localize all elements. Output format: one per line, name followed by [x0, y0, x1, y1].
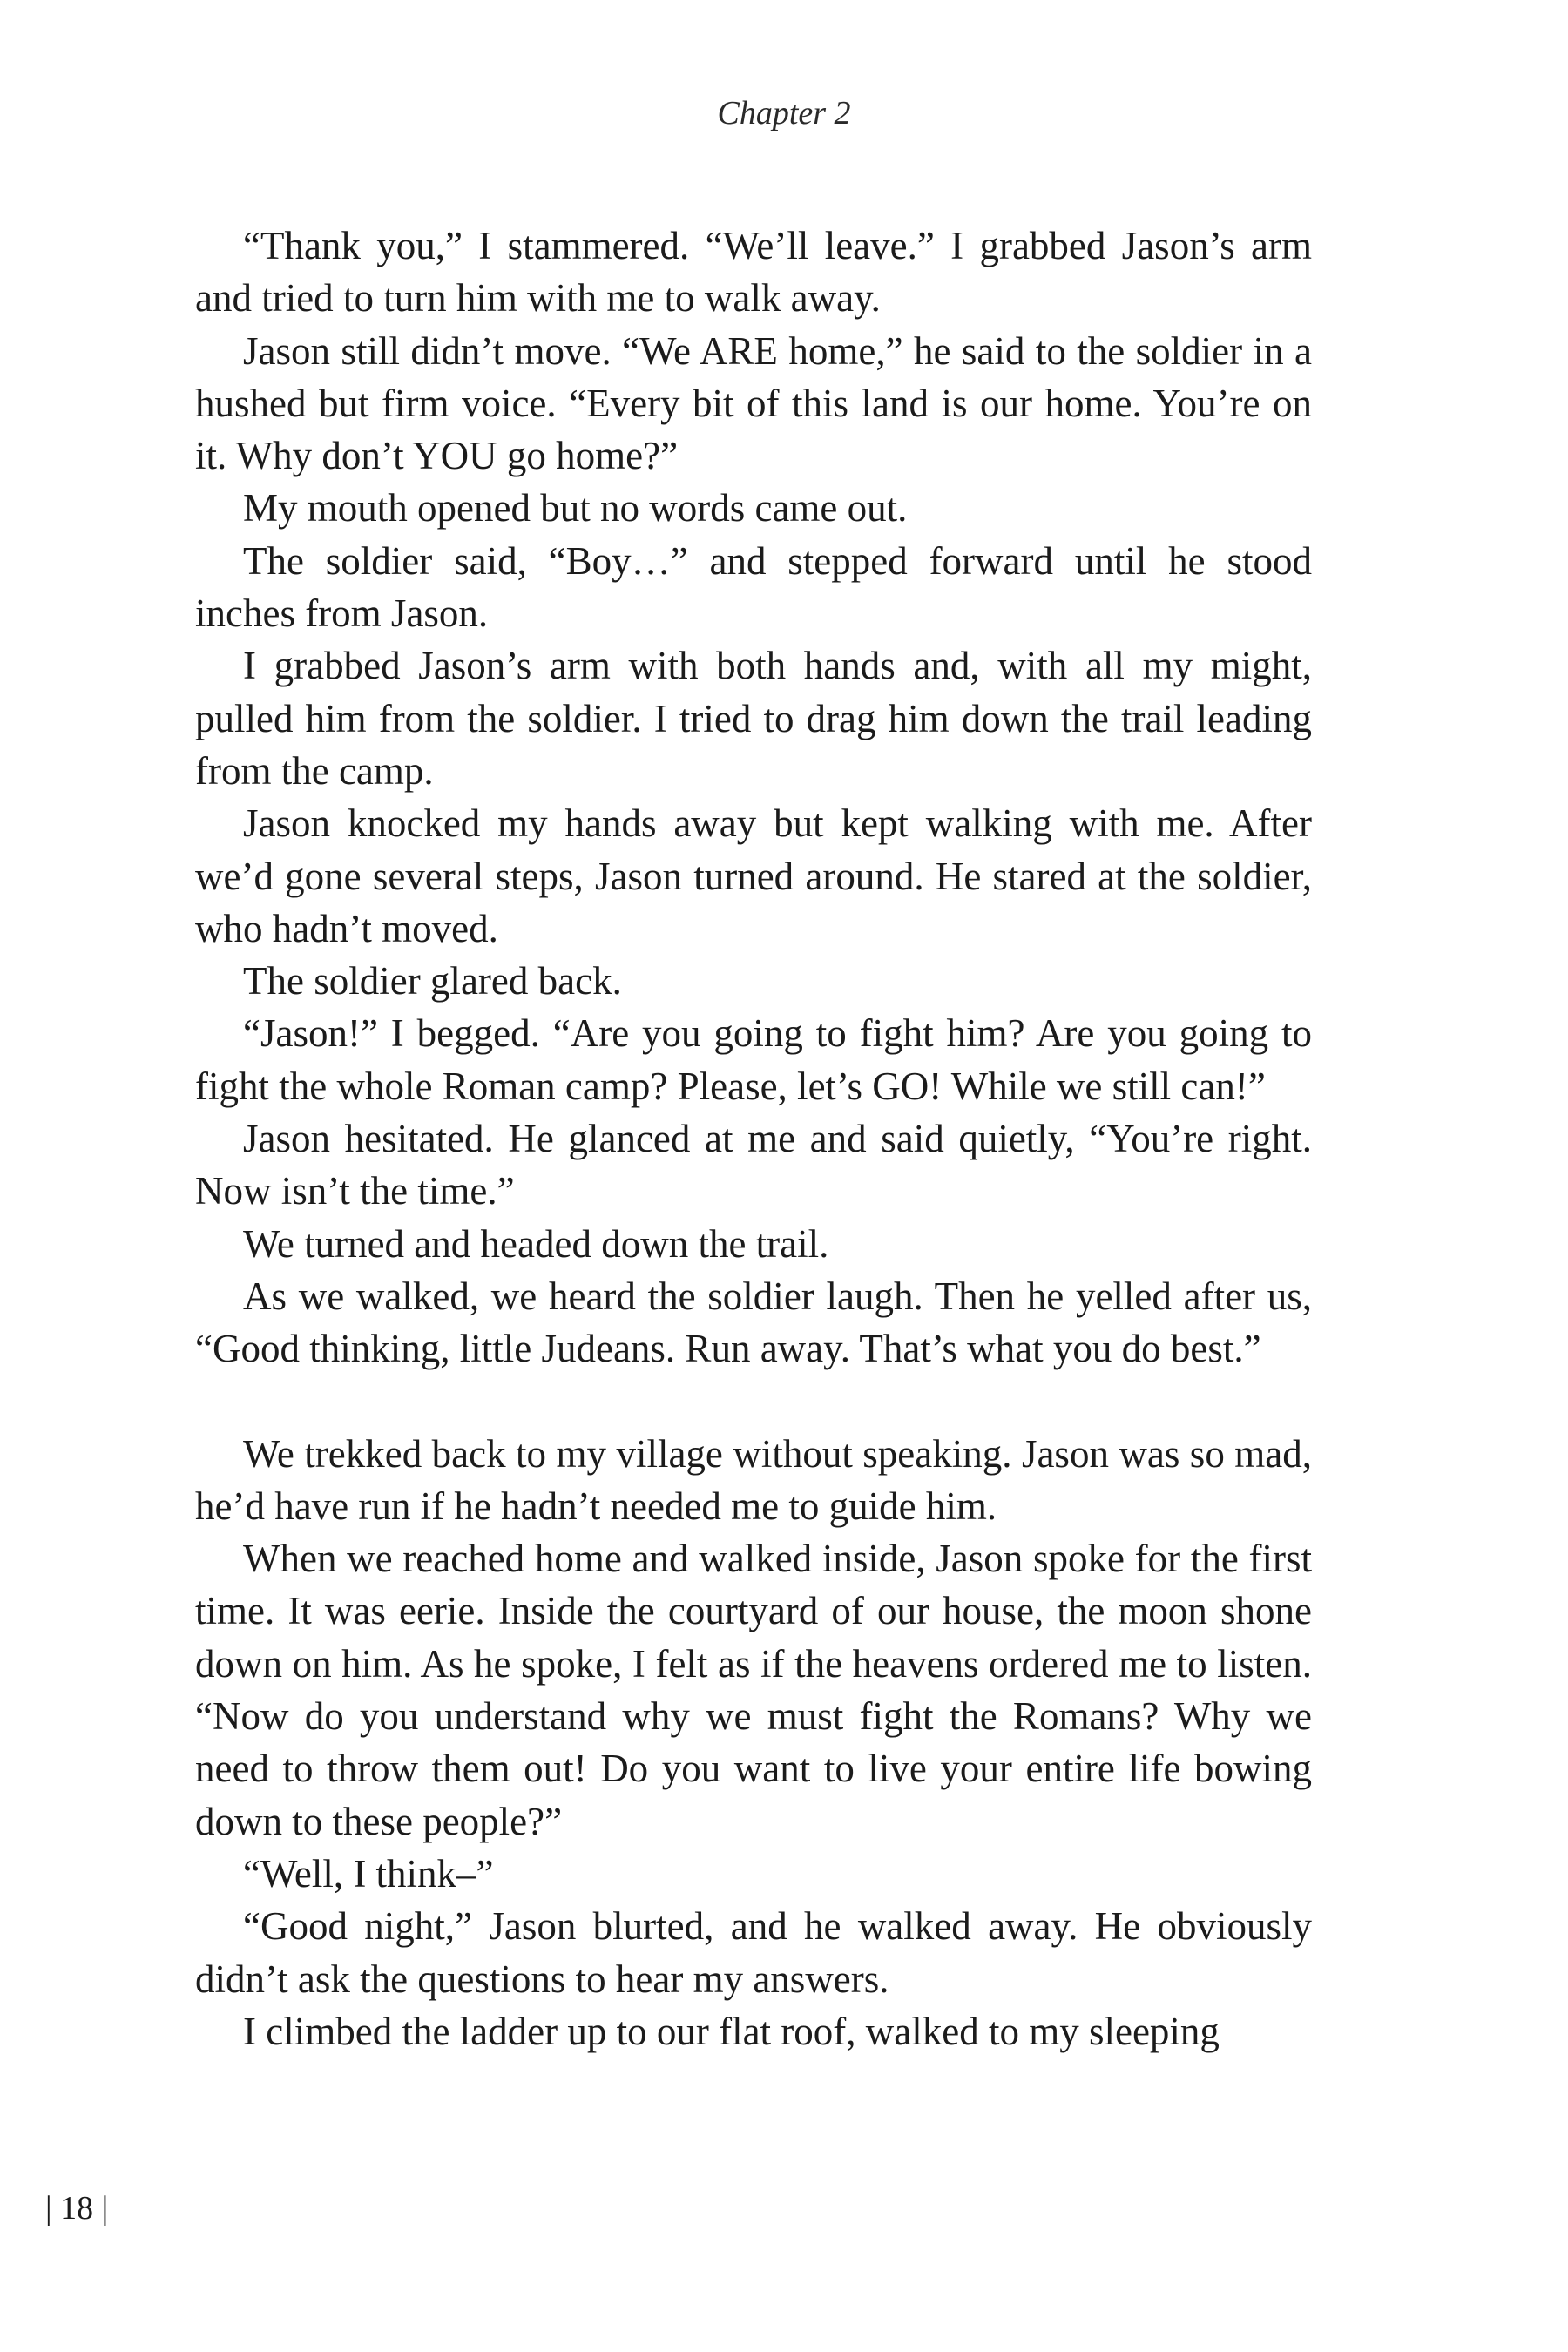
page-number: | 18 |	[45, 2190, 109, 2227]
paragraph: We turned and headed down the trail.	[243, 1221, 829, 1266]
paragraph: “Good night,” Jason blurted, and he walked away. He obviously didn’t ask the questions to hear my answers.	[195, 1904, 1312, 2001]
paragraph: I grabbed Jason’s arm with both hands and, with all my might, pulled him from the soldier. I tried to drag him down the trail leading from the camp.	[195, 644, 1312, 793]
paragraph: As we walked, we heard the soldier laugh. Then he yelled after us, “Good thinking, little Judeans. Run away. That’s what you do best.”	[195, 1274, 1312, 1371]
paragraph: When we reached home and walked inside, Jason spoke for the first time. It was eerie. Inside the courtyard of our house, the moon shone down on him. As he spoke, I felt as if the heavens ordered me to listen. “Now do you understand why we must fight the Romans? Why we need to throw them out! Do you want to live your entire life bowing down to these people?”	[195, 1537, 1312, 1843]
paragraph: My mouth opened but no words came out.	[243, 486, 908, 531]
body-text	[195, 220, 1312, 2058]
paragraph: Jason hesitated. He glanced at me and said quietly, “You’re right. Now isn’t the time.”	[195, 1117, 1312, 1213]
paragraph: We trekked back to my village without speaking. Jason was so mad, he’d have run if he hadn’t needed me to guide him.	[195, 1431, 1312, 1528]
paragraph: The soldier said, “Boy…” and stepped forward until he stood inches from Jason.	[195, 538, 1312, 636]
running-head: Chapter 2	[717, 95, 851, 132]
paragraph: “Well, I think–”	[243, 1851, 494, 1896]
paragraph: The soldier glared back.	[243, 959, 622, 1004]
paragraph: Jason still didn’t move. “We ARE home,” he said to the soldier in a hushed but firm voice. “Every bit of this land is our home. You’re on it. Why don’t YOU go home?”	[195, 328, 1312, 478]
paragraph: “Jason!” I begged. “Are you going to fight him? Are you going to fight the whole Roman camp? Please, let’s GO! While we still can!”	[195, 1011, 1312, 1108]
paragraph: I climbed the ladder up to our flat roof, walked to my sleeping	[243, 2009, 1220, 2053]
paragraph: Jason knocked my hands away but kept walking with me. After we’d gone several steps, Jason turned around. He stared at the soldier, who hadn’t moved.	[195, 801, 1312, 950]
paragraph: “Thank you,” I stammered. “We’ll leave.” I grabbed Jason’s arm and tried to turn him with me to walk away.	[195, 224, 1312, 321]
